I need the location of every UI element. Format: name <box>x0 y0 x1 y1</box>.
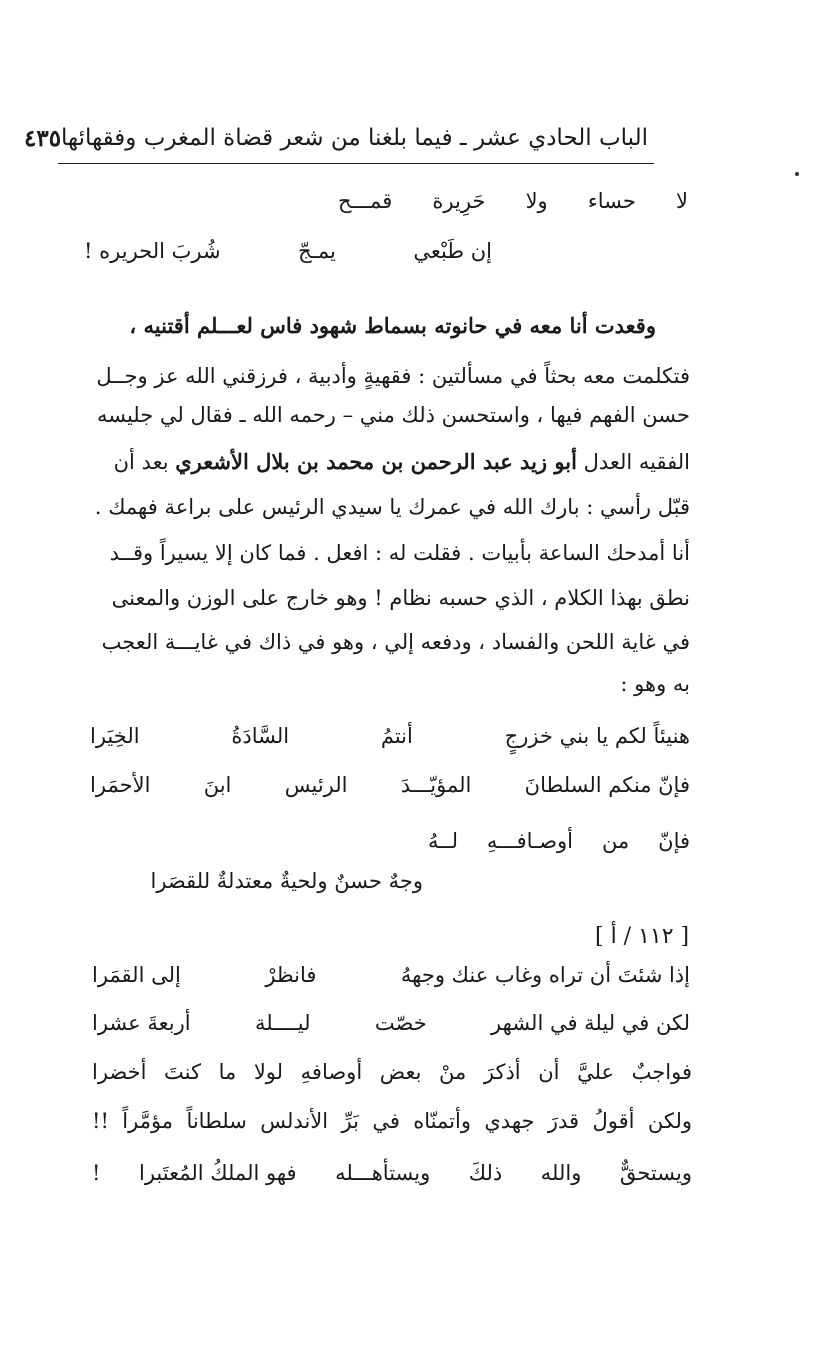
header-rule <box>58 163 654 164</box>
poem-two-row-3: فواجبٌ عليَّ أن أذكرَ منْ بعض أوصافهِ لولا ما كنتَ أخضرا <box>92 1060 692 1084</box>
poem-two-row-4: ولكن أقولُ قدرَ جهدي وأتمنّاه في بَرِّ الأندلس سلطاناً مؤمَّراً !! <box>92 1109 692 1133</box>
poem-one-row-3: فإنّ من أوصـافـــهِ لــهُ <box>428 829 690 853</box>
paragraph-line-1: وقعدت أنا معه في حانوته بسماط شهود فاس لعـــلم أقتنيه ، <box>129 313 656 338</box>
paragraph-line-7: نطق بهذا الكلام ، الذي حسبه نظام ! وهو خارج على الوزن والمعنى <box>111 586 690 610</box>
page-number: ٤٣٥ <box>23 124 62 152</box>
running-head <box>23 118 648 158</box>
paragraph-line-6: أنا أمدحك الساعة بأبيات . فقلت له : افعل . فما كان إلا يسيراً وقــد <box>109 541 690 565</box>
poem-one-row-1: هنيئاً لكم يا بني خزرجٍ أنتمُ السَّادَةُ الخِيَرا <box>90 724 690 748</box>
paragraph-line-3: حسن الفهم فيها ، واستحسن ذلك مني – رحمه الله ـ فقال لي جليسه <box>96 403 690 427</box>
folio-reference: [ ١١٢ / أ ] <box>595 924 690 949</box>
chapter-title: الباب الحادي عشر ـ فيما بلغنا من شعر قضاة المغرب وفقهائها <box>61 125 648 151</box>
paragraph-line-8: في غاية اللحن والفساد ، ودفعه إلي ، وهو في ذاك في غايـــة العجب <box>101 630 690 654</box>
poem-one-row-2: فإنّ منكم السلطانَ المؤيّـــدَ الرئيس ابنَ الأحمَرا <box>90 773 690 797</box>
margin-dot <box>795 172 799 176</box>
paragraph-line-4: الفقيه العدل أبو زيد عبد الرحمن بن محمد بن بلال الأشعري بعد أن <box>113 449 690 474</box>
paragraph-line-2: فتكلمت معه بحثاً في مسألتين : فقهيةٍ وأدبية ، فرزقني الله عز وجــل <box>96 364 690 388</box>
poem-top-row-1: لا حساء ولا حَرِيرة قمـــح <box>338 189 688 213</box>
poem-one-row-4: وجهٌ حسنٌ ولحيةٌ معتدلةٌ للقصَرا <box>150 869 423 893</box>
poem-two-row-2: لكن في ليلة في الشهر خصّت ليــــلة أربعةَ عشرا <box>92 1011 690 1035</box>
scholar-name: أبو زيد عبد الرحمن بن محمد بن بلال الأشعري <box>175 449 577 474</box>
poem-two-row-1: إذا شئتَ أن تراه وغاب عنك وجههُ فانظرْ إلى القمَرا <box>92 963 690 987</box>
paragraph-line-9: به وهو : <box>620 672 690 696</box>
poem-top-row-2: إن طَبْعي يمـجّ شُربَ الحريره ! <box>84 239 492 263</box>
paragraph-line-5: قبّل رأسي : بارك الله في عمرك يا سيدي الرئيس على براعة فهمك . <box>94 495 690 519</box>
poem-two-row-5: ويستحقٌّ والله ذلكَ ويستأهـــله فهو الملكُ المُعتَبرا ! <box>92 1161 692 1185</box>
